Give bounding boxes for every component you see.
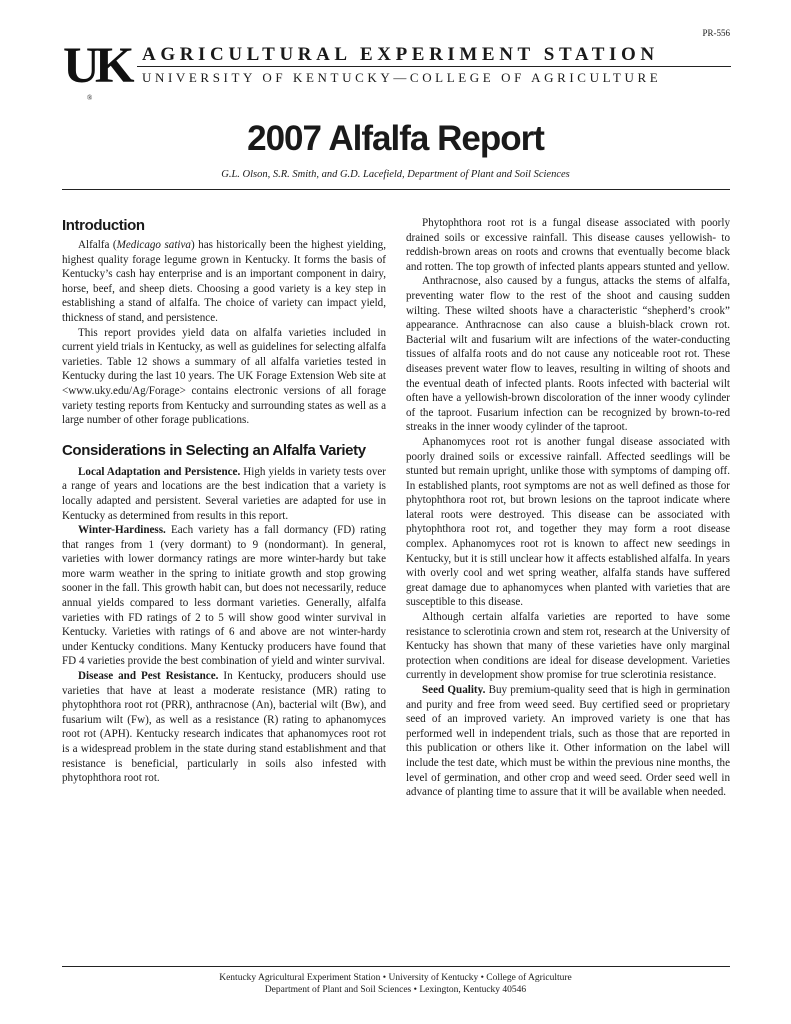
intro-paragraph-2: This report provides yield data on alfalfa varieties included in current yield trials in Kentucky, as well as guidelines for selecting alfalfa varieties. Table 12 shows a summary of all alfalfa varieties tested in Kentucky during the last 10 years. The UK Forage Extension Web site at <www.uky.edu/Ag/Forage> contains electronic versions of all forage variety testing reports from Kentucky and surrounding states as well as a large number of other forage publications.	[62, 326, 386, 427]
species-name: Medicago sativa	[116, 239, 191, 251]
disease-resistance-paragraph: Disease and Pest Resistance. In Kentucky, producers should use varieties that have at least a moderate resistance (MR) rating to phytophthora root rot (PRR), anthracnose (An), bacterial wilt (Bw), and fusarium wilt (Fw), as well as a resistance (R) rating to aphanomyces root rot (APH). Kentucky research indicates that aphanomyces root rot is a widespread problem in the state during stand establishment and that resistance is beneficial, particularly in soils also infested with phytophthora root rot.	[62, 670, 386, 785]
station-name: AGRICULTURAL EXPERIMENT STATION	[142, 44, 659, 65]
local-adaptation-paragraph: Local Adaptation and Persistence. High yields in variety tests over a range of years and locations are the best indication that a variety is locally adapted and persistent. Several varieties are adapted for use in Kentucky as determined from results in this report.	[62, 465, 386, 522]
report-title: 2007 Alfalfa Report	[247, 119, 544, 158]
university-name: UNIVERSITY OF KENTUCKY—COLLEGE OF AGRICULTURE	[142, 70, 662, 85]
local-adaptation-title: Local Adaptation and Persistence.	[78, 465, 241, 478]
right-column	[406, 216, 730, 800]
considerations-heading: Considerations in Selecting an Alfalfa Variety	[62, 441, 366, 459]
winter-hardiness-paragraph: Winter-Hardiness. Each variety has a fall dormancy (FD) rating that ranges from 1 (very dormant) to 9 (nondormant). In general, varieties with lower dormancy ratings are more winter-hardy but take more warm weather in the spring to initiate growth and stop growing sooner in the fall. This growth habit can, but does not necessarily, reduce annual yields compared to less dormant varieties. Generally, alfalfa varieties with FD ratings of 2 to 5 will show good winter survival in Kentucky. Varieties with ratings of 6 and above are not winter-hardy under Kentucky conditions. Many Kentucky producers have found that FD 4 varieties provide the best combination of yield and winter survival.	[62, 524, 386, 668]
intro-paragraph-1: Alfalfa (Medicago sativa) has historically been the highest yielding, highest quality forage legume grown in Kentucky. It forms the basis of Kentucky’s cash hay enterprise and is an important component in dairy, horse, beef, and sheep diets. Choosing a good variety is a key step in establishing a stand of alfalfa. The choice of variety can impact yield, thickness of stand, and persistence.	[62, 239, 386, 324]
authors-line: G.L. Olson, S.R. Smith, and G.D. Lacefield, Department of Plant and Soil Sciences	[221, 169, 570, 180]
footer-line-1: Kentucky Agricultural Experiment Station • University of Kentucky • College of Agriculture	[219, 973, 572, 983]
footer-line-2: Department of Plant and Soil Sciences • Lexington, Kentucky 40546	[264, 985, 527, 995]
aphanomyces-paragraph: Aphanomyces root rot is another fungal disease associated with poorly drained soils or excessive rainfall. Affected seedlings will be stunted but remain upright, unlike those with symptoms of damping off. In established plants, root symptoms are not as well defined as those for phytophthora root rot, but brown lesions on the taproot indicate where lateral roots were destroyed. This disease can be associated with phytophthora root rot, and together they may form a root disease complex. Aphanomyces root rot is known to affect new seedings in Kentucky, but it is still unclear how it affects established alfalfa. In years with overly cool and wet spring weather, alfalfa stands have suffered great damage due to aphanomyces when planted with varieties that are susceptible to this disease.	[406, 435, 730, 609]
uk-logo-text: UK	[63, 38, 130, 94]
title-divider	[62, 189, 730, 190]
copyright-mark: ®	[87, 94, 93, 102]
winter-hardiness-title: Winter-Hardiness.	[78, 524, 166, 537]
uk-logo	[63, 38, 130, 102]
sclerotinia-paragraph: Although certain alfalfa varieties are reported to have some resistance to sclerotinia crown and stem rot, research at the University of Kentucky has shown that many of these varieties have only marginal protection when conditions are ideal for disease development. Varieties currently in development show promise for true sclerotinia resistance.	[406, 611, 730, 682]
phytophthora-paragraph: Phytophthora root rot is a fungal disease associated with poorly drained soils or excessive rainfall. This disease causes yellowish- to reddish-brown areas on roots and crowns that eventually become black and rotten. The top growth of infected plants appears stunted and yellow.	[406, 217, 730, 273]
intro-heading: Introduction	[62, 217, 145, 234]
footer-divider	[62, 966, 730, 967]
report-id: PR-556	[702, 28, 730, 38]
disease-resistance-title: Disease and Pest Resistance.	[78, 670, 219, 683]
seed-quality-paragraph: Seed Quality. Buy premium-quality seed that is high in germination and purity and free from weed seed. Buy certified seed or proprietary seed of an improved variety. An improved variety is one that has performed well in independent trials, such as those that are reported in this publication or others like it. Other information on the label will include the test date, which must be within the previous nine months, the level of germination, and other crop and weed seed. Order seed well in advance of planting time to assure that it will be available when needed.	[406, 684, 730, 799]
seed-quality-title: Seed Quality.	[422, 684, 486, 696]
left-column	[62, 216, 386, 786]
footer	[0, 972, 791, 996]
header-divider	[137, 66, 731, 67]
anthracnose-paragraph: Anthracnose, also caused by a fungus, attacks the stems of alfalfa, preventing water flow to the rest of the shoot and causing sudden wilting. These wilted shoots have a characteristic “shepherd’s crook” appearance. Anthracnose can also cause a bluish-black crown rot. Bacterial wilt and fusarium wilt are infections of the water-conducting tissues of alfalfa roots and do not cause any noticeable root rot. These diseases prevent water flow to leaves, resulting in wilting of shoots and the eventual death of infected plants. Roots infected with bacterial wilt often have a yellowish-brown discoloration of the inner woody cylinder of the taproot. Fusarium infection can be recognized by brown-to-red streaks in the inner woody cylinder of the taproot.	[406, 275, 730, 434]
